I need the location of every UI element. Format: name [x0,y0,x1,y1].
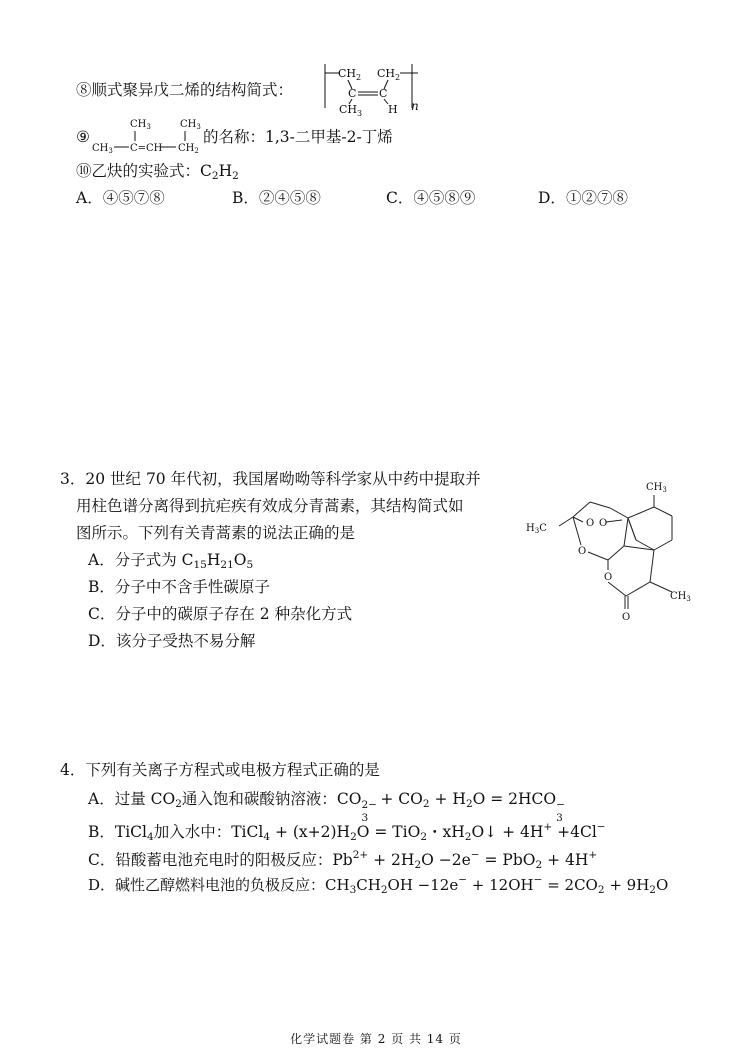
item-9-structure [92,116,204,156]
q2-option-a[interactable]: A．④⑤⑦⑧ [76,189,165,207]
q2-option-b[interactable]: B．②④⑤⑧ [232,189,321,207]
svg-text:CH3: $CH_3$ [670,591,691,603]
svg-text:O: O [586,518,595,529]
svg-text:O: O [578,546,587,557]
item-9-label: ⑨ [76,128,90,146]
artemisinin-structure [526,470,706,630]
q3-stem-line-1: 3．20 世纪 70 年代初，我国屠呦呦等科学家从中药中提取并 [60,470,481,488]
svg-text:CH3: $CH_3$ [92,143,113,155]
q3-option-d[interactable]: D．该分子受热不易分解 [88,632,256,650]
c2-label: C [379,87,388,100]
q4-option-d[interactable]: D．碱性乙醇燃料电池的负极反应：$CH_3CH_2OH -12e^- + 12OH^- = 2CO_2 + 9H_2O$ [88,874,669,896]
svg-text:CH3: $CH_3$ [339,103,363,116]
q3-stem-line-2: 用柱色谱分离得到抗疟疾有效成分青蒿素，其结构简式如 [76,497,464,515]
polymer-n: n [411,99,419,113]
q3-option-b[interactable]: B．分子中不含手性碳原子 [88,578,270,596]
q4-stem: 4．下列有关离子方程式或电极方程式正确的是 [60,761,380,779]
q3-option-c[interactable]: C．分子中的碳原子存在 2 种杂化方式 [88,605,353,623]
q3-option-a[interactable]: A．分子式为 $C_{15}H_{21}O_5$ [88,551,254,571]
svg-text:H3C: $H_3C$ [526,523,547,535]
svg-text:CH2: $CH_2$ [338,67,362,82]
ch3-label: CH [339,103,358,116]
item-9-text: 的名称：1,3-二甲基-2-丁烯 [203,128,393,146]
q3-stem-line-3: 图所示。下列有关青蒿素的说法正确的是 [76,524,356,542]
q4-option-a[interactable]: A．过量 $CO_2$通入饱和碳酸钠溶液：CO 2− 3 + $CO_2 + H_2O = 2HCO$ − 3 [88,790,565,824]
ch2-b: CH [377,67,396,80]
svg-text:CH3: $CH_3$ [130,119,151,131]
svg-text:CH2: $CH_2$ [377,67,401,82]
q2-option-d[interactable]: D．①②⑦⑧ [538,189,628,207]
svg-text:O: O [604,572,613,583]
q4-option-c[interactable]: C．铅酸蓄电池充电时的阳极反应：$Pb^{2+} + 2H_2O -2e^- = PbO_2 + 4H^+$ [88,849,598,871]
svg-text:C=CH: C=CH [130,143,163,154]
svg-text:O: O [622,612,631,623]
svg-text:CH2: $CH_2$ [178,143,199,155]
h-label: H [388,103,398,116]
item-10-text: ⑩乙炔的实验式：$C_2H_2$ [76,162,239,182]
c1-label: C [348,87,357,100]
polyisoprene-structure [322,60,422,116]
q4-option-b[interactable]: B．TiCl$_4$加入水中：TiCl$_4$ + $(x+2)H_2O = TiO_2$・$xH_2O↓ + 4H^+ +4Cl^-$ [88,821,606,843]
item-8-label: ⑧顺式聚异戊二烯的结构简式： [76,81,294,99]
svg-text:O: O [599,518,608,529]
q2-option-c[interactable]: C．④⑤⑧⑨ [386,189,476,207]
svg-text:CH3: $CH_3$ [646,482,667,494]
page-footer: 化学试题卷 第 2 页 共 14 页 [290,1032,462,1046]
ch2-a: CH [338,67,357,80]
svg-text:CH3: $CH_3$ [180,119,201,131]
